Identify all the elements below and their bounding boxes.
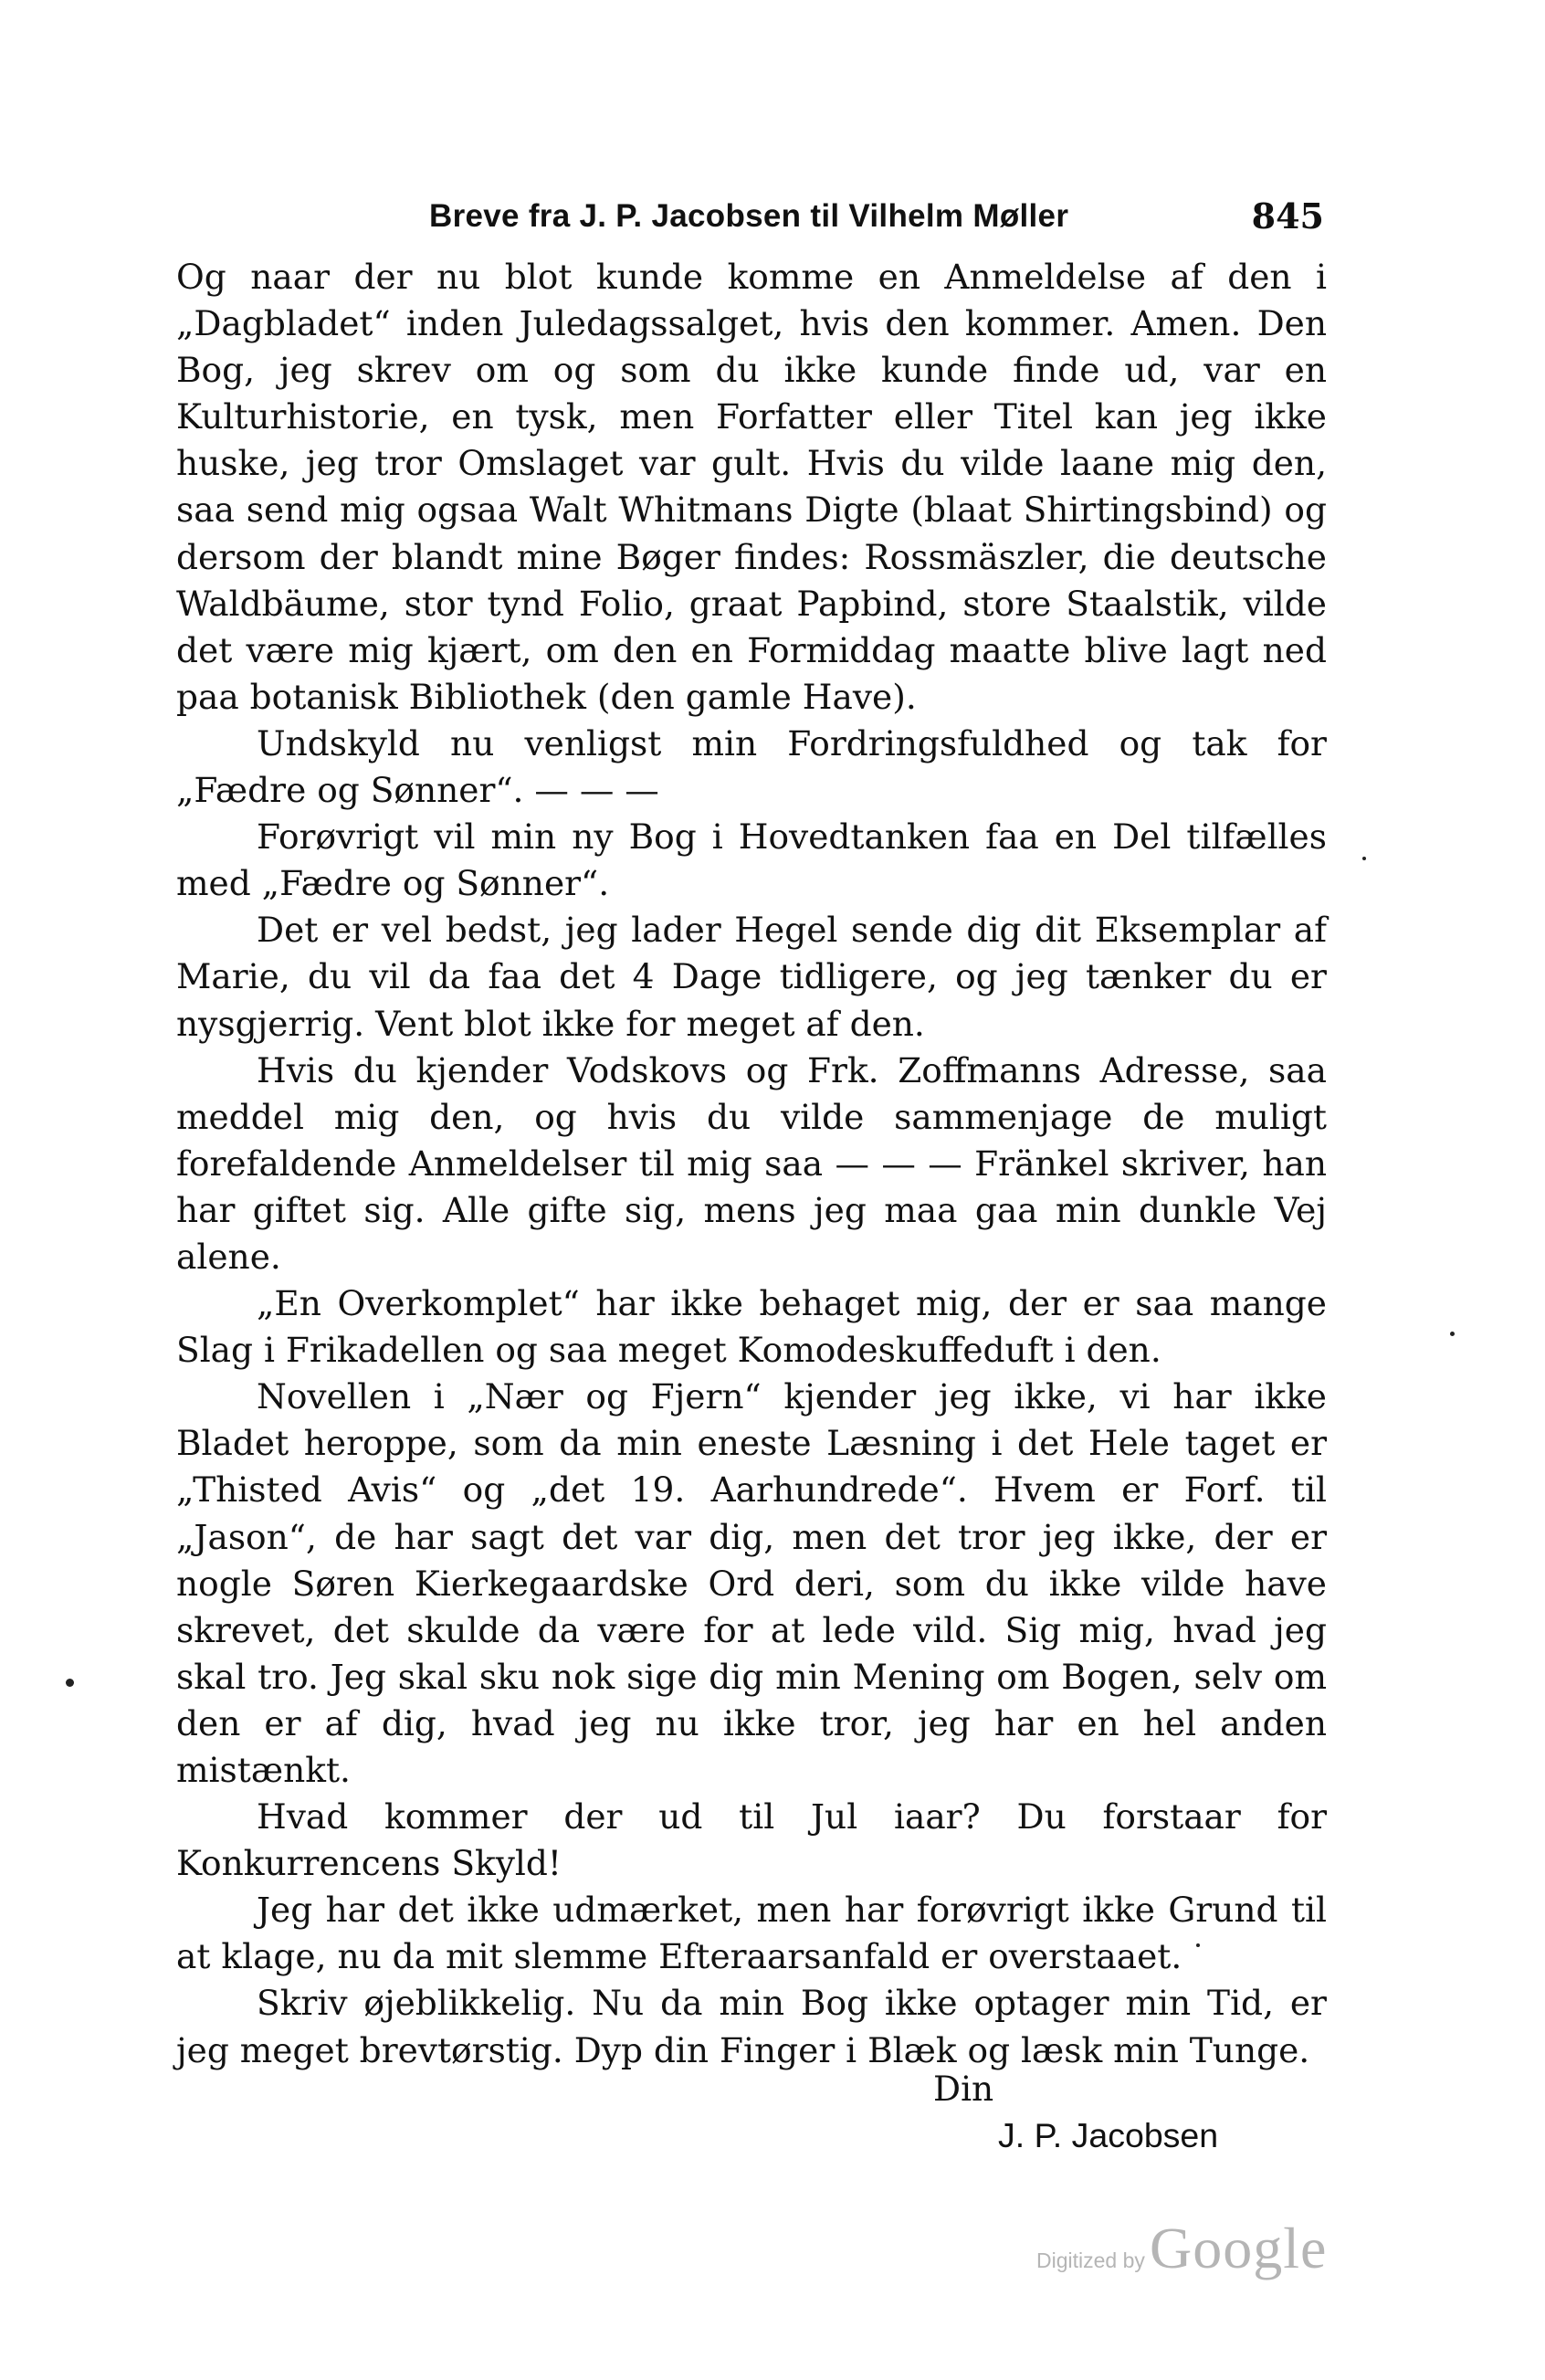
page-number: 845 bbox=[1251, 195, 1324, 237]
signature: J. P. Jacobsen bbox=[998, 2116, 1219, 2154]
paragraph: Hvis du kjender Vodskovs og Frk. Zoffmanns Adresse, saa meddel mig den, og hvis du vilde sammenjage de muligt forefaldende Anmeldelser til mig saa — — — Fränkel skriver, han har giftet sig. Alle gifte sig, mens jeg maa gaa min dunkle Vej alene. bbox=[176, 1049, 1327, 1277]
scan-speck bbox=[1196, 1943, 1200, 1947]
paragraph: Og naar der nu blot kunde komme en Anmeldelse af den i „Dagbladet“ inden Juledagssalget, hvis den kommer. Amen. Den Bog, jeg skrev om og som du ikke kunde finde ud, var en Kulturhistorie, en tysk, men Forfatter eller Titel kan jeg ikke huske, jeg tror Omslaget var gult. Hvis du vilde laane mig den, saa send mig ogsaa Walt Whitmans Digte (blaat Shirtingsbind) og dersom der blandt mine Bøger findes: Rossmäszler, die deutsche Waldbäume, stor tynd Folio, graat Papbind, store Staalstik, vilde det være mig kjært, om den en Formiddag maatte blive lagt ned paa botanisk Bibliothek (den gamle Have). bbox=[176, 257, 1327, 717]
paragraph: „En Overkomplet“ har ikke behaget mig, der er saa mange Slag i Frikadellen og saa meget Komodeskuffeduft i den. bbox=[176, 1283, 1327, 1371]
paragraph: Novellen i „Nær og Fjern“ kjender jeg ikke, vi har ikke Bladet heroppe, som da min eneste Læsning i det Hele taget er „Thisted Avis“ og „det 19. Aarhundrede“. Hvem er Forf. til „Jason“, de har sagt det var dig, men det tror jeg ikke, der er nogle Søren Kierkegaardske Ord deri, som du ikke vilde have skrevet, det skulde da være for at lede vild. Sig mig, hvad jeg skal tro. Jeg skal sku nok sige dig min Mening om Bogen, selv om den er af dig, hvad jeg nu ikke tror, jeg har en hel anden mistænkt. bbox=[176, 1376, 1327, 1790]
paragraph: Forøvrigt vil min ny Bog i Hovedtanken faa en Del tilfælles med „Fædre og Sønner“. bbox=[176, 816, 1327, 904]
paragraph: Undskyld nu venligst min Fordringsfuldhed og tak for „Fædre og Sønner“. — — — bbox=[176, 722, 1327, 811]
digitized-watermark bbox=[1036, 2215, 1327, 2282]
watermark-prefix: Digitized by bbox=[1036, 2248, 1145, 2272]
page-header bbox=[429, 196, 1324, 251]
paragraph: Hvad kommer der ud til Jul iaar? Du forstaar for Konkurrencens Skyld! bbox=[176, 1796, 1327, 1884]
paragraph: Jeg har det ikke udmærket, men har forøvrigt ikke Grund til at klage, nu da mit slemme Efteraarsanfald er overstaaet. bbox=[176, 1890, 1327, 1977]
running-title: Breve fra J. P. Jacobsen til Vilhelm Møller bbox=[429, 198, 1069, 234]
watermark-brand: Google bbox=[1149, 2216, 1328, 2280]
paragraph: Det er vel bedst, jeg lader Hegel sende dig dit Eksemplar af Marie, du vil da faa det 4 Dage tidligere, og jeg tænker du er nysgjerrig. Vent blot ikke for meget af den. bbox=[176, 910, 1327, 1044]
letter-body bbox=[176, 254, 1327, 2074]
scan-speck bbox=[1450, 1332, 1455, 1336]
closing-salutation: Din bbox=[933, 2069, 994, 2109]
scan-speck bbox=[66, 1679, 74, 1687]
paragraph: Skriv øjeblikkelig. Nu da min Bog ikke optager min Tid, er jeg meget brevtørstig. Dyp din Finger i Blæk og læsk min Tunge. bbox=[176, 1983, 1327, 2070]
scan-speck bbox=[1362, 857, 1366, 860]
